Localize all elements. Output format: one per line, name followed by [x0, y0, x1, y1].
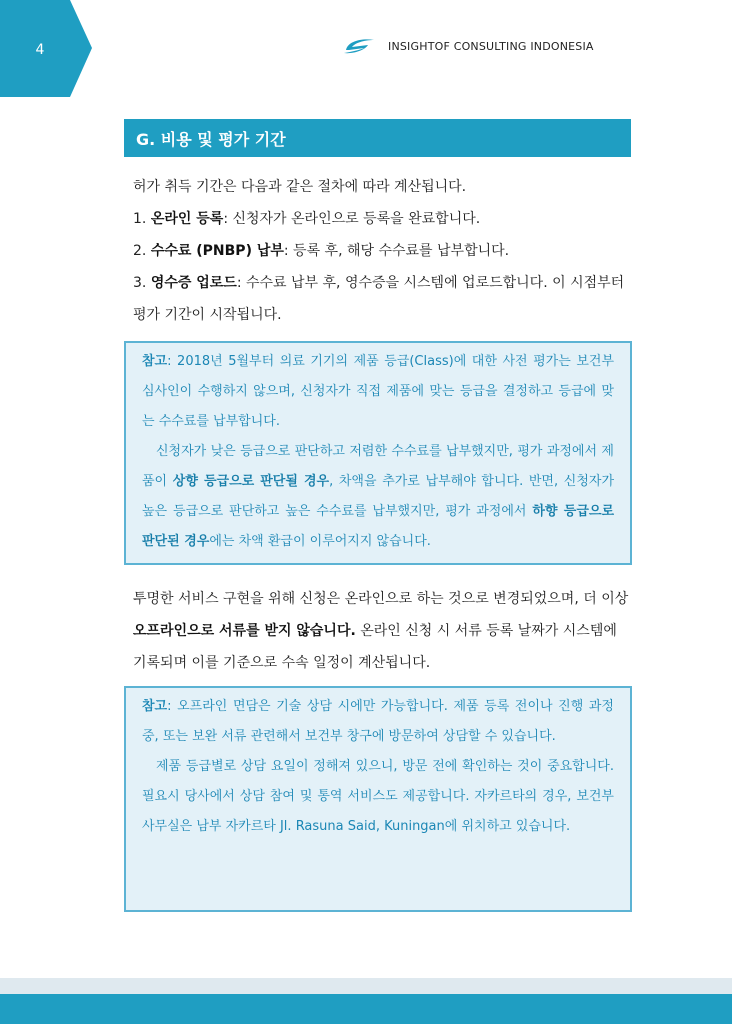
procedure-step	[133, 203, 633, 235]
paragraph-text	[133, 583, 633, 679]
note-paragraph	[142, 347, 614, 437]
note-label: 참고	[142, 354, 168, 369]
body-paragraph	[133, 583, 633, 679]
note-box	[124, 341, 632, 565]
brand-name: INSIGHTOF CONSULTING INDONESIA	[388, 39, 594, 53]
procedure-list	[133, 171, 633, 331]
note-text: 신청자가 낮은 등급으로 판단하고 저렴한 수수료를 납부했지만, 평가 과정에서 제품이	[142, 444, 614, 489]
page-number: 4	[35, 42, 45, 58]
note-text: : 2018년 5월부터 의료 기기의 제품 등급(Class)에 대한 사전 평가는 보건부 심사인이 수행하지 않으며, 신청자가 직접 제품에 맞는 등급을 결정하고 등급에 맞는 수수료를 납부합니다.	[142, 354, 614, 429]
section-title: G. 비용 및 평가 기간	[124, 119, 631, 157]
step-text: : 수수료 납부 후, 영수증을 시스템에 업로드합니다. 이 시점부터 평가 기간이 시작됩니다.	[133, 275, 625, 323]
step-text: : 등록 후, 해당 수수료를 납부합니다.	[283, 243, 510, 259]
procedure-intro: 허가 취득 기간은 다음과 같은 절차에 따라 계산됩니다.	[133, 179, 467, 195]
note-emphasis: 상향 등급으로 판단될 경우	[172, 474, 330, 489]
note-paragraph	[142, 692, 614, 752]
step-number: 3.	[133, 275, 147, 291]
brand-header	[340, 36, 594, 56]
step-term: 영수증 업로드	[150, 275, 237, 291]
note-label: 참고	[142, 699, 168, 714]
paragraph-part: 투명한 서비스 구현을 위해 신청은 온라인으로 하는 것으로 변경되었으며, 더 이상	[133, 591, 629, 607]
note-paragraph: 제품 등급별로 상담 요일이 정해져 있으니, 방문 전에 확인하는 것이 중요합니다. 필요시 당사에서 상담 참여 및 통역 서비스도 제공합니다. 자카르타의 경우, 보건부 사무실은 남부 자카르타 Jl. Rasuna Said, Kuningan에 위치하고 있습니다.	[142, 759, 614, 834]
note-text: , 차액을 추가로 납부해야 합니다. 반면, 신청자가 높은 등급으로 판단하고 높은 수수료를 납부했지만, 평가 과정에서	[142, 474, 615, 519]
note-text: : 오프라인 면담은 기술 상담 시에만 가능합니다. 제품 등록 전이나 진행 과정 중, 또는 보완 서류 관련해서 보건부 창구에 방문하여 상담할 수 있습니다.	[142, 699, 614, 744]
note-paragraph	[142, 437, 614, 557]
step-number: 2.	[133, 243, 147, 259]
procedure-step	[133, 235, 633, 267]
paragraph-emphasis: 오프라인으로 서류를 받지 않습니다.	[133, 623, 356, 639]
footer-stripe	[0, 978, 732, 994]
step-term: 수수료 (PNBP) 납부	[150, 243, 284, 259]
footer-bar	[0, 994, 732, 1024]
step-term: 온라인 등록	[150, 211, 224, 227]
step-number: 1.	[133, 211, 147, 227]
note-box	[124, 686, 632, 912]
note-emphasis: 하향 등급으로 판단된 경우	[142, 504, 614, 549]
note-text: 에는 차액 환급이 이루어지지 않습니다.	[209, 534, 431, 549]
swoosh-e-logo-icon	[340, 36, 380, 56]
step-text: : 신청자가 온라인으로 등록을 완료합니다.	[223, 211, 481, 227]
procedure-step	[133, 267, 633, 331]
paragraph-part: 온라인 신청 시 서류 등록 날짜가 시스템에 기록되며 이를 기준으로 수속 일정이 계산됩니다.	[133, 623, 617, 671]
